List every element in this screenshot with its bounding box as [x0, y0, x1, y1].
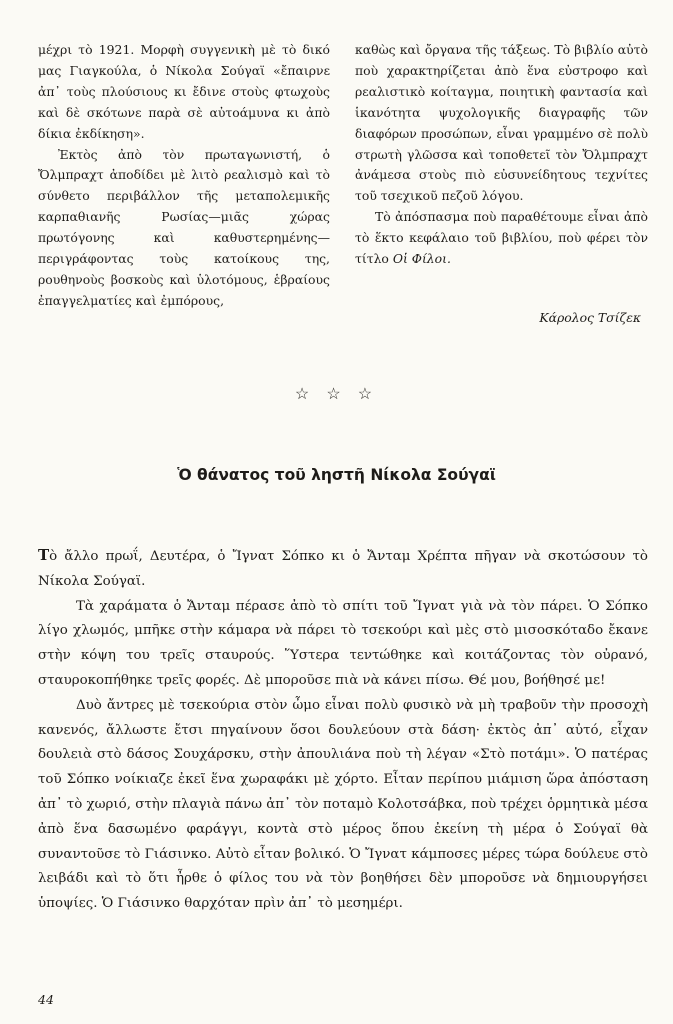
right-column [355, 40, 648, 270]
left-paragraph-1: μέχρι τὸ 1921. Μορφὴ συγγενικὴ μὲ τὸ δικό μας Γιαγκούλα, ὁ Νίκολα Σούγαϊ «ἔπαιρνε ἀπ᾿ τοὺς πλούσιους κι ἔδινε στοὺς φτωχοὺς καὶ δὲ σκότωνε παρὰ σὲ αὐτοάμυνα κι ἀπὸ δίκια ἐκδίκηση». [38, 42, 330, 141]
author-signature: Κάρολος Τσίζεκ [539, 310, 641, 325]
page-number: 44 [38, 992, 54, 1007]
right-paragraph-1: καθὼς καὶ ὄργανα τῆς τάξεως. Τὸ βιβλίο αὐτὸ ποὺ χαρακτηρίζεται ἀπὸ ἕνα εὐστροφο καὶ ρεαλιστικὸ κοίταγμα, ποιητικὴ φαντασία καὶ ἱκανότητα ψυχολογικῆς διαγραφῆς τῶν διαφόρων προσώπων, εἶναι γραμμένο σὲ πολὺ στρωτὴ γλῶσσα καὶ τοποθετεῖ τὸν Ὄλμπραχτ ἀνάμεσα στοὺς πιὸ εὐσυνείδητους τεχνίτες τοῦ τσεχικοῦ πεζοῦ λόγου. [355, 42, 648, 204]
right-paragraph-2 [355, 207, 648, 270]
left-paragraph-2: Ἐκτὸς ἀπὸ τὸν πρωταγωνιστή, ὁ Ὄλμπραχτ ἀποδίδει μὲ λιτὸ ρεαλισμὸ καὶ τὸ σύνθετο περιβάλλον τῆς μεταπολεμικῆς καρπαθιανῆς Ρωσίας—μιᾶς χώρας πρωτόγονης καὶ καθυστερημένης—περιγράφοντας τοὺς κατοίκους της, ρουθηνοὺς βοσκοὺς καὶ ὑλοτόμους, ἑβραίους ἐπαγγελματίες καὶ ἐμπόρους, [38, 146, 330, 308]
drop-cap: Τ [38, 546, 50, 564]
section-separator: ☆ ☆ ☆ [294, 384, 379, 403]
left-column [38, 40, 330, 312]
story-body [38, 543, 648, 917]
story-paragraph-1-text: ὸ ἄλλο πρωΐ, Δευτέρα, ὁ Ἴγνατ Σόπκο κι ὁ Ἄνταμ Χρέπτα πῆγαν νὰ σκοτώσουν τὸ Νίκολα Σούγαϊ. [38, 549, 648, 589]
story-paragraph-3: Δυὸ ἄντρες μὲ τσεκούρια στὸν ὦμο εἶναι πολὺ φυσικὸ νὰ μὴ τραβοῦν τὴν προσοχὴ κανενός, ἄλλωστε ἔτσι πηγαίνουν ὅσοι δουλεύουν στὰ δάση· ἐκτὸς ἀπ᾿ αὐτό, εἶχαν δουλειὰ στὸ δάσος Σουχάρσκυ, στὴν ἀπουλιάνα ποὺ τὴ λέγαν «Στὸ ποτάμι». Ὁ πατέρας τοῦ Σόπκο νοίκιαζε ἐκεῖ ἕνα χωραφάκι μὲ χόρτο. Εἶταν περίπου μιάμιση ὥρα ἀπόσταση ἀπ᾿ τὸ χωριό, στὴν πλαγιὰ πάνω ἀπ᾿ τὸν ποταμὸ Κολοτσάβκα, ποὺ τρέχει ὁρμητικὰ μέσα ἀπὸ ἕνα δασωμένο φαράγγι, κοντὰ στὸ μέρος ὅπου ἐκείνη τὴ μέρα ὁ Σούγαϊ θὰ συναντοῦσε τὸ Γιάσινκο. Αὐτὸ εἶταν βολικό. Ὁ Ἴγνατ κάμποσες μέρες τώρα δούλευε στὸ λειβάδι καὶ τὸ ὅτι ἦρθε ὁ φίλος του νὰ τὸν βοηθήσει δὲν μποροῦσε νὰ δημιουργήσει ὑποψίες. Ὁ Γιάσινκο θαρχόταν πρὶν ἀπ᾿ τὸ μεσημέρι. [38, 697, 648, 912]
right-paragraph-2-text: Τὸ ἀπόσπασμα ποὺ παραθέτουμε εἶναι ἀπὸ τὸ ἕκτο κεφάλαιο τοῦ βιβλίου, ποὺ φέρει τὸν τίτλο [355, 209, 648, 267]
book-title: Οἱ Φίλοι. [392, 251, 451, 267]
story-paragraph-1 [38, 543, 648, 595]
story-paragraph-2: Τὰ χαράματα ὁ Ἄνταμ πέρασε ἀπὸ τὸ σπίτι τοῦ Ἴγνατ γιὰ νὰ τὸν πάρει. Ὁ Σόπκο λίγο χλωμός, μπῆκε στὴν κάμαρα νὰ πάρει τὸ τσεκούρι καὶ μὲς στὸ μισοσκόταδο ἔκανε στὴν κόψη του τρεῖς σταυρούς. Ὕστερα τεντώθηκε καὶ κοιτάζοντας τὸν οὐρανό, σταυροκοπήθηκε τρεῖς φορές. Δὲ μποροῦσε πιὰ νὰ κάνει πίσω. Θέ μου, βοήθησέ με! [38, 598, 648, 688]
story-title: Ὁ θάνατος τοῦ ληστῆ Νίκολα Σούγαϊ [177, 466, 496, 484]
